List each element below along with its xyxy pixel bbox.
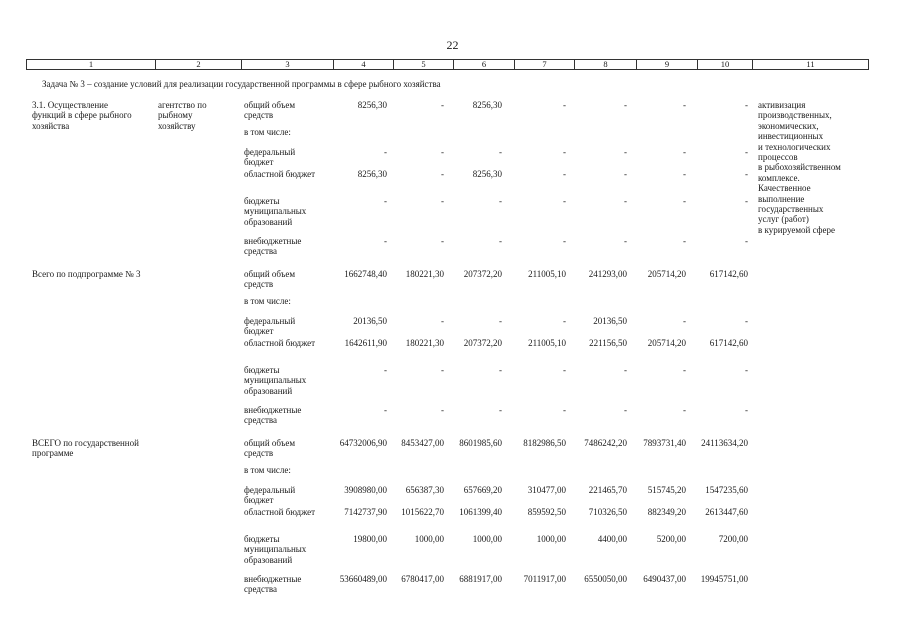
amount-cell: - xyxy=(745,169,748,179)
amount-cell: - xyxy=(499,236,502,246)
source-label: областной бюджет xyxy=(244,507,316,517)
amount-cell: 1662748,40 xyxy=(344,269,387,279)
amount-cell: - xyxy=(441,236,444,246)
amount-cell: 656387,30 xyxy=(405,485,444,495)
amount-cell: 211005,10 xyxy=(528,269,566,279)
block-name: Всего по подпрограмме № 3 xyxy=(32,269,141,279)
amount-cell: - xyxy=(624,147,627,157)
block-name: 3.1. Осуществление функций в сфере рыбного хозяйства xyxy=(32,100,132,131)
source-label: общий объем средств xyxy=(244,438,296,459)
amount-cell: - xyxy=(499,196,502,206)
amount-cell: - xyxy=(384,365,387,375)
source-label: внебюджетные средства xyxy=(244,236,302,257)
expected-result-line: в курируемой сфере xyxy=(758,224,836,235)
amount-cell: - xyxy=(624,169,627,179)
amount-cell: - xyxy=(384,147,387,157)
amount-cell: 20136,50 xyxy=(353,316,387,326)
amount-cell: - xyxy=(745,196,748,206)
amount-cell: - xyxy=(683,365,686,375)
amount-cell: 7011917,00 xyxy=(523,574,566,584)
amount-cell: 207372,20 xyxy=(463,269,502,279)
amount-cell: 241293,00 xyxy=(588,269,627,279)
amount-cell: 617142,60 xyxy=(709,338,748,348)
amount-cell: - xyxy=(683,405,686,415)
amount-cell: 1000,00 xyxy=(536,534,566,544)
col-header-11: 11 xyxy=(753,60,869,70)
amount-cell: 6490437,00 xyxy=(643,574,686,584)
amount-cell: 310477,00 xyxy=(527,485,566,495)
amount-cell: 515745,20 xyxy=(647,485,686,495)
source-label: бюджеты муниципальных образований xyxy=(244,196,307,227)
amount-cell: 207372,20 xyxy=(463,338,502,348)
amount-cell: 8256,30 xyxy=(357,100,387,110)
source-label: в том числе: xyxy=(244,296,291,306)
amount-cell: 2613447,60 xyxy=(705,507,748,517)
col-header-3: 3 xyxy=(242,60,334,70)
amount-cell: 221156,50 xyxy=(589,338,627,348)
amount-cell: 8601985,60 xyxy=(459,438,502,448)
amount-cell: 4400,00 xyxy=(597,534,627,544)
expected-result-line: государственных xyxy=(758,204,824,214)
amount-cell: - xyxy=(683,100,686,110)
amount-cell: - xyxy=(563,100,566,110)
executor-name: агентство по рыбному хозяйству xyxy=(158,100,207,131)
col-header-4: 4 xyxy=(334,60,394,70)
source-label: внебюджетные средства xyxy=(244,574,302,595)
amount-cell: 7893731,40 xyxy=(643,438,686,448)
amount-cell: - xyxy=(683,316,686,326)
amount-cell: 8256,30 xyxy=(472,100,502,110)
amount-cell: - xyxy=(441,405,444,415)
amount-cell: - xyxy=(624,365,627,375)
amount-cell: 205714,20 xyxy=(647,269,686,279)
col-header-6: 6 xyxy=(454,60,515,70)
source-label: в том числе: xyxy=(244,127,291,137)
amount-cell: 180221,30 xyxy=(405,338,444,348)
amount-cell: 180221,30 xyxy=(405,269,444,279)
amount-cell: 1000,00 xyxy=(472,534,502,544)
amount-cell: - xyxy=(499,365,502,375)
amount-cell: - xyxy=(624,236,627,246)
amount-cell: 6780417,00 xyxy=(401,574,444,584)
expected-result-line: в рыбохозяйственном xyxy=(758,162,841,173)
expected-result-line: экономических, xyxy=(758,120,819,131)
amount-cell: 6881917,00 xyxy=(459,574,502,584)
amount-cell: - xyxy=(563,365,566,375)
amount-cell: 205714,20 xyxy=(647,338,686,348)
expected-result-line: процессов xyxy=(758,152,798,162)
amount-cell: 859592,50 xyxy=(527,507,566,517)
amount-cell: - xyxy=(745,405,748,415)
amount-cell: 617142,60 xyxy=(709,269,748,279)
source-label: внебюджетные средства xyxy=(244,405,302,426)
amount-cell: 1015622,70 xyxy=(401,507,444,517)
amount-cell: - xyxy=(563,147,566,157)
amount-cell: 1061399,40 xyxy=(459,507,502,517)
amount-cell: 657669,20 xyxy=(463,485,502,495)
amount-cell: 53660489,00 xyxy=(339,574,387,584)
source-label: федеральный бюджет xyxy=(244,485,296,506)
source-label: областной бюджет xyxy=(244,338,316,348)
amount-cell: - xyxy=(441,316,444,326)
amount-cell: 1000,00 xyxy=(414,534,444,544)
amount-cell: - xyxy=(745,316,748,326)
amount-cell: - xyxy=(563,405,566,415)
col-header-8: 8 xyxy=(575,60,637,70)
page-number: 22 xyxy=(446,38,459,52)
amount-cell: - xyxy=(499,316,502,326)
expected-result-line: Качественное xyxy=(758,183,811,194)
source-label: в том числе: xyxy=(244,465,291,475)
amount-cell: - xyxy=(441,169,444,179)
amount-cell: 8256,30 xyxy=(472,169,502,179)
amount-cell: 20136,50 xyxy=(593,316,627,326)
amount-cell: 211005,10 xyxy=(528,338,566,348)
amount-cell: - xyxy=(745,236,748,246)
amount-cell: - xyxy=(624,196,627,206)
source-label: бюджеты муниципальных образований xyxy=(244,365,307,396)
amount-cell: 8182986,50 xyxy=(523,438,566,448)
amount-cell: - xyxy=(683,196,686,206)
expected-result-line: активизация xyxy=(758,100,806,110)
col-header-7: 7 xyxy=(515,60,575,70)
amount-cell: - xyxy=(624,405,627,415)
amount-cell: 3908980,00 xyxy=(344,485,387,495)
amount-cell: - xyxy=(745,147,748,157)
amount-cell: - xyxy=(563,169,566,179)
task-heading: Задача № 3 – создание условий для реализации государственной программы в сфере рыбного хозяйства xyxy=(42,79,441,89)
amount-cell: 64732006,90 xyxy=(339,438,387,448)
amount-cell: - xyxy=(745,365,748,375)
amount-cell: 19945751,00 xyxy=(700,574,748,584)
col-header-2: 2 xyxy=(156,60,242,70)
amount-cell: - xyxy=(384,405,387,415)
amount-cell: 6550050,00 xyxy=(584,574,627,584)
amount-cell: - xyxy=(441,196,444,206)
amount-cell: - xyxy=(563,196,566,206)
amount-cell: 1547235,60 xyxy=(705,485,748,495)
col-header-9: 9 xyxy=(637,60,698,70)
amount-cell: 882349,20 xyxy=(647,507,686,517)
amount-cell: 7142737,90 xyxy=(344,507,387,517)
expected-result-line: инвестиционных xyxy=(758,131,824,142)
expected-result-line: выполнение xyxy=(758,193,805,204)
amount-cell: 24113634,20 xyxy=(701,438,748,448)
amount-cell: - xyxy=(745,100,748,110)
col-header-1: 1 xyxy=(27,60,156,70)
source-label: областной бюджет xyxy=(244,169,316,179)
amount-cell: - xyxy=(683,169,686,179)
amount-cell: - xyxy=(563,316,566,326)
source-label: федеральный бюджет xyxy=(244,147,296,168)
source-label: федеральный бюджет xyxy=(244,316,296,337)
col-header-5: 5 xyxy=(394,60,454,70)
expected-result-line: услуг (работ) xyxy=(758,214,809,225)
amount-cell: - xyxy=(683,236,686,246)
source-label: общий объем средств xyxy=(244,269,296,290)
amount-cell: - xyxy=(384,236,387,246)
source-label: бюджеты муниципальных образований xyxy=(244,534,307,565)
amount-cell: - xyxy=(441,100,444,110)
amount-cell: - xyxy=(499,147,502,157)
source-label: общий объем средств xyxy=(244,100,296,121)
expected-result-line: комплексе. xyxy=(758,172,800,183)
amount-cell: 5200,00 xyxy=(656,534,686,544)
amount-cell: - xyxy=(563,236,566,246)
amount-cell: 710326,50 xyxy=(588,507,627,517)
amount-cell: - xyxy=(499,405,502,415)
amount-cell: 7486242,20 xyxy=(584,438,627,448)
amount-cell: - xyxy=(384,196,387,206)
amount-cell: 221465,70 xyxy=(588,485,627,495)
amount-cell: - xyxy=(441,365,444,375)
amount-cell: 19800,00 xyxy=(353,534,387,544)
expected-result-line: производственных, xyxy=(758,110,832,121)
amount-cell: 8256,30 xyxy=(357,169,387,179)
amount-cell: 7200,00 xyxy=(718,534,748,544)
amount-cell: - xyxy=(624,100,627,110)
col-header-10: 10 xyxy=(698,60,753,70)
expected-result-line: и технологических xyxy=(758,141,831,152)
amount-cell: - xyxy=(441,147,444,157)
amount-cell: 1642611,90 xyxy=(344,338,387,348)
block-name: ВСЕГО по государственной программе xyxy=(32,438,139,459)
amount-cell: 8453427,00 xyxy=(401,438,444,448)
amount-cell: - xyxy=(683,147,686,157)
column-number-header xyxy=(26,59,869,70)
